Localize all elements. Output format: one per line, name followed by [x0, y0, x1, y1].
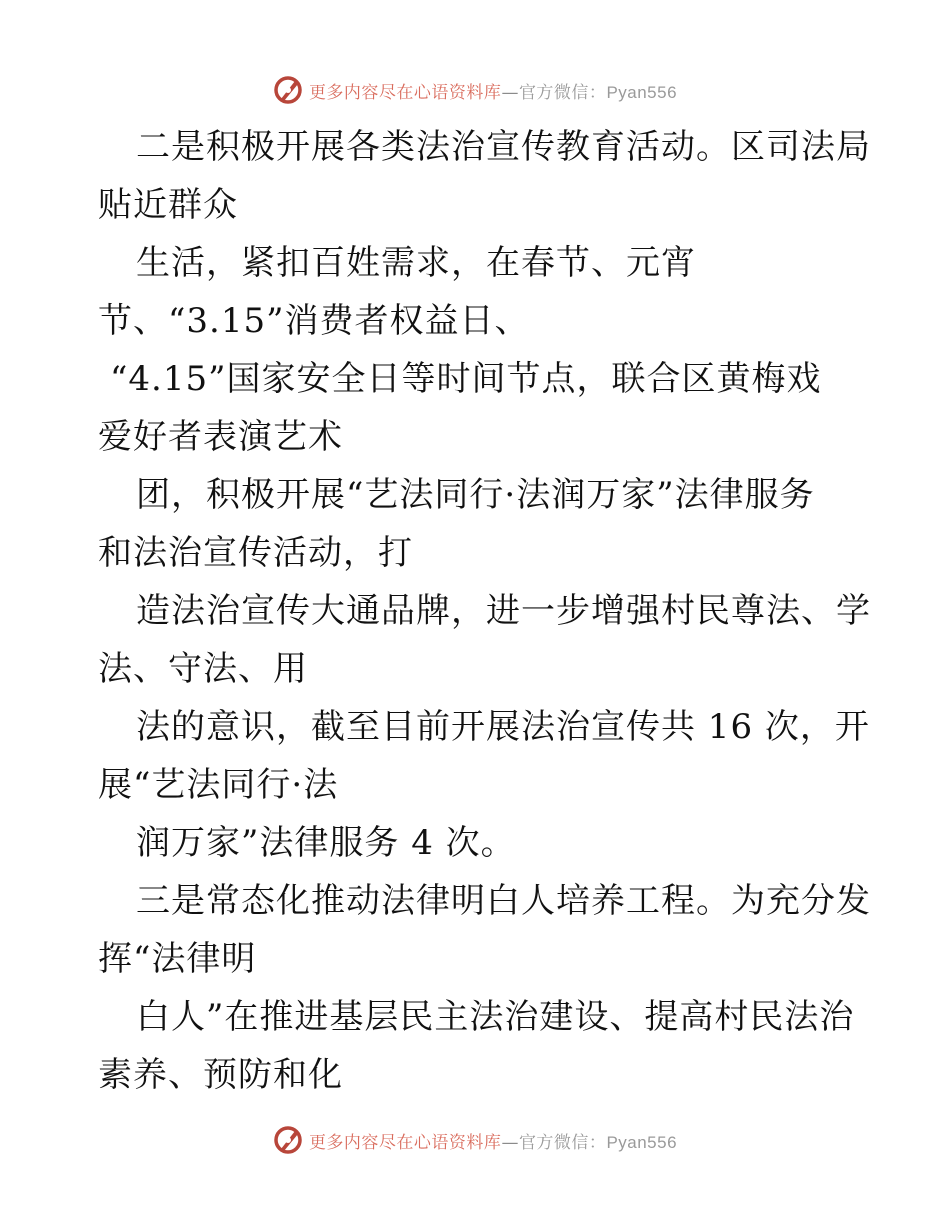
wechat-handle: Pyan556	[606, 1132, 678, 1152]
wechat-label: 官方微信：	[518, 1132, 607, 1153]
footer-banner	[0, 1124, 950, 1156]
document-body	[98, 118, 871, 1104]
text-line: 生活，紧扣百姓需求，在春节、元宵	[136, 243, 696, 283]
text-line: 二是积极开展各类法治宣传教育活动。区司法局	[136, 127, 871, 167]
text-line: 节、“3.15”消费者权益日、	[98, 301, 530, 341]
text-line: 挥“法律明	[98, 939, 257, 979]
site-name: 更多内容尽在心语资料库	[308, 82, 502, 103]
text-line: 和法治宣传活动，打	[98, 533, 413, 573]
pen-logo-icon	[273, 75, 303, 105]
text-line: 爱好者表演艺术	[98, 417, 343, 457]
text-line: “4.15”国家安全日等时间节点，联合区黄梅戏	[110, 359, 822, 399]
text-line: 法、守法、用	[98, 649, 308, 689]
header-banner	[0, 74, 950, 106]
header-banner-text	[309, 78, 677, 103]
banner-separator: —	[501, 82, 519, 103]
text-line: 造法治宣传大通品牌，进一步增强村民尊法、学	[136, 591, 871, 631]
banner-separator: —	[501, 1132, 519, 1153]
text-line: 润万家”法律服务 4 次。	[136, 823, 516, 863]
wechat-handle: Pyan556	[606, 82, 678, 102]
wechat-label: 官方微信：	[518, 82, 607, 103]
pen-logo-icon	[273, 1125, 303, 1155]
site-name: 更多内容尽在心语资料库	[308, 1132, 502, 1153]
footer-banner-text	[309, 1128, 677, 1153]
text-line: 展“艺法同行·法	[98, 765, 339, 805]
text-line: 三是常态化推动法律明白人培养工程。为充分发	[136, 881, 871, 921]
text-line: 白人”在推进基层民主法治建设、提高村民法治	[136, 997, 855, 1037]
text-line: 素养、预防和化	[98, 1055, 343, 1095]
text-line: 贴近群众	[98, 185, 238, 225]
text-line: 法的意识，截至目前开展法治宣传共 16 次，开	[136, 707, 870, 747]
text-line: 团，积极开展“艺法同行·法润万家”法律服务	[136, 475, 815, 515]
